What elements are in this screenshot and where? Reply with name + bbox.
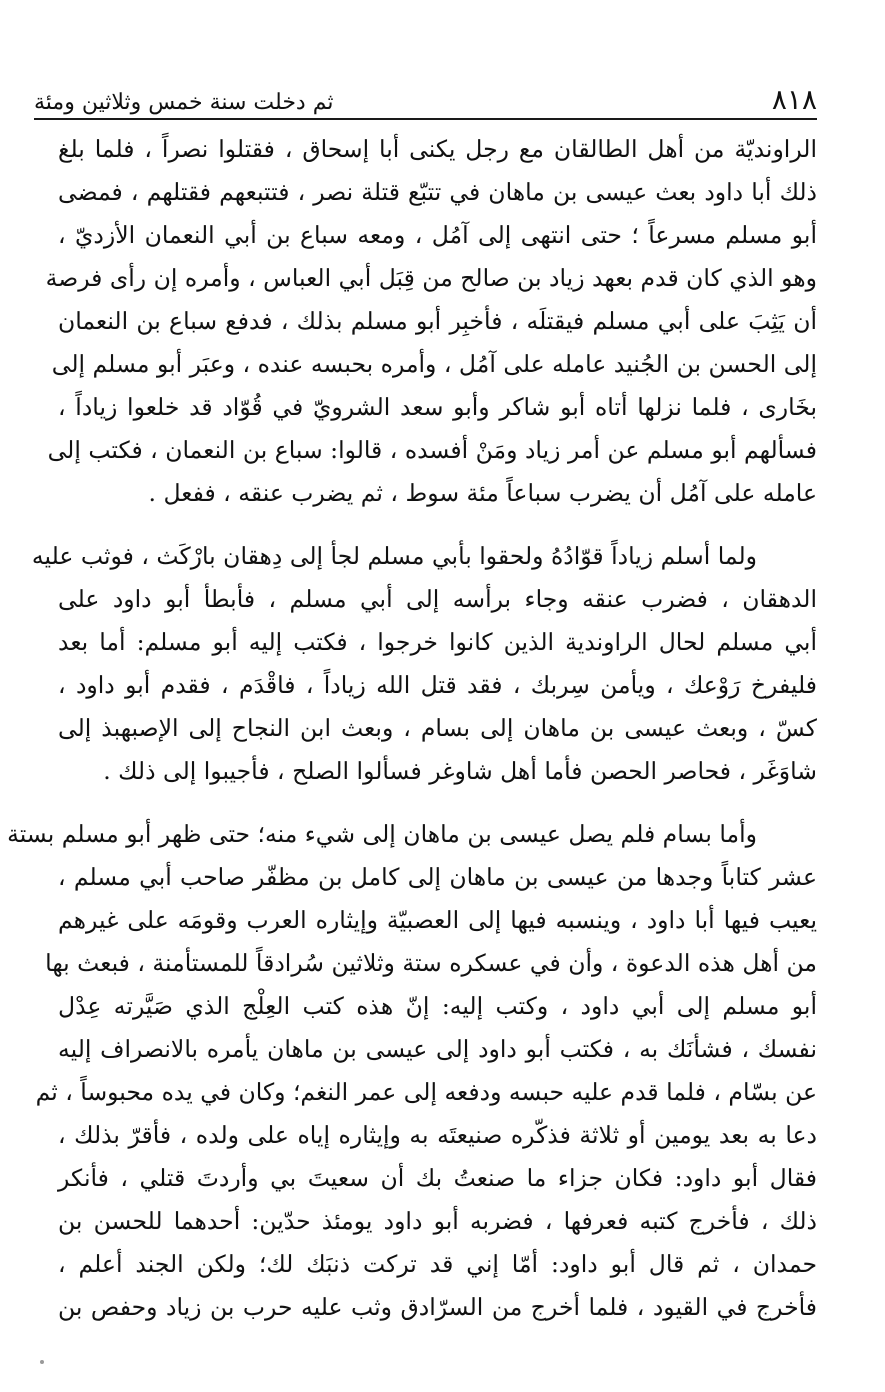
- paragraph-spacer: [58, 793, 817, 813]
- page-header: [34, 70, 817, 120]
- text-line: شاوَغَر ، فحاصر الحصن فأما أهل شاوغر فسألوا الصلح ، فأجيبوا إلى ذلك .: [103, 757, 817, 785]
- text-line: إلى الحسن بن الجُنيد عامله على آمُل ، وأمره بحبسه عنده ، وعبَر أبو مسلم إلى: [51, 350, 817, 378]
- running-title: ثم دخلت سنة خمس وثلاثين ومئة: [34, 90, 334, 115]
- body-text: [7, 128, 817, 1329]
- text-line: بخَارى ، فلما نزلها أتاه أبو شاكر وأبو سعد الشرويّ في قُوّاد قد خلعوا زياداً ،: [58, 393, 817, 421]
- text-line: الراونديّة من أهل الطالقان مع رجل يكنى أبا إسحاق ، فقتلوا نصراً ، فلما بلغ: [58, 135, 817, 163]
- text-line: يعيب فيها أبا داود ، وينسبه فيها إلى العصبيّة وإيثاره العرب وقومَه على غيرهم: [58, 906, 817, 934]
- text-line: دعا به بعد يومين أو ثلاثة فذكّره صنيعتَه به وإيثاره إياه على ولده ، فأقرّ بذلك ،: [58, 1121, 817, 1149]
- text-line: أبي مسلم لحال الراوندية الذين كانوا خرجوا ، فكتب إليه أبو مسلم: أما بعد: [58, 628, 817, 656]
- text-line: فقال أبو داود: فكان جزاء ما صنعتُ بك أن سعيتَ بي وأردتَ قتلي ، فأنكر: [58, 1164, 817, 1192]
- text-line: فسألهم أبو مسلم عن أمر زياد ومَنْ أفسده ، قالوا: سباع بن النعمان ، فكتب إلى: [47, 436, 817, 464]
- text-line: فأخرج في القيود ، فلما أخرج من السرّادق وثب عليه حرب بن زياد وحفص بن: [58, 1293, 817, 1321]
- scan-dot: [40, 1360, 44, 1364]
- page-number: ٨١٨: [771, 83, 817, 116]
- text-line: عشر كتاباً وجدها من عيسى بن ماهان إلى كامل بن مظفّر صاحب أبي مسلم ،: [58, 863, 817, 891]
- text-line: ولما أسلم زياداً قوّادُهُ ولحقوا بأبي مسلم لجأ إلى دِهقان بارْكَث ، فوثب عليه: [31, 542, 757, 570]
- text-line: من أهل هذه الدعوة ، وأن في عسكره ستة وثلاثين سُرادقاً للمستأمنة ، فبعث بها: [45, 949, 817, 977]
- paragraph: [45, 128, 817, 515]
- text-line: أن يَثِبَ على أبي مسلم فيقتلَه ، فأخبِر أبو مسلم بذلك ، فدفع سباع بن النعمان: [58, 307, 817, 335]
- text-line: أبو مسلم إلى أبي داود ، وكتب إليه: إنّ هذه كتب العِلْج الذي صَيَّرته عِدْل: [58, 992, 817, 1020]
- text-line: كسّ ، وبعث عيسى بن ماهان إلى بسام ، وبعث ابن النجاح إلى الإصبهبذ إلى: [58, 714, 817, 742]
- text-line: ذلك ، فأخرج كتبه فعرفها ، فضربه أبو داود يومئذ حدّين: أحدهما للحسن بن: [58, 1207, 817, 1235]
- text-line: ذلك أبا داود بعث عيسى بن ماهان في تتبّع قتلة نصر ، فتتبعهم فقتلهم ، فمضى: [58, 178, 817, 206]
- text-line: وأما بسام فلم يصل عيسى بن ماهان إلى شيء منه؛ حتى ظهر أبو مسلم بستة: [7, 820, 757, 848]
- text-line: عن بسّام ، فلما قدم عليه حبسه ودفعه إلى عمر النغم؛ وكان في يده محبوساً ، ثم: [35, 1078, 817, 1106]
- text-line: وهو الذي كان قدم بعهد زياد بن صالح من قِبَل أبي العباس ، وأمره إن رأى فرصة: [45, 264, 817, 292]
- text-line: أبو مسلم مسرعاً ؛ حتى انتهى إلى آمُل ، ومعه سباع بن أبي النعمان الأزديّ ،: [58, 221, 817, 249]
- text-line: نفسك ، فشأنَك به ، فكتب أبو داود إلى عيسى بن ماهان يأمره بالانصراف إليه: [58, 1035, 817, 1063]
- text-line: الدهقان ، فضرب عنقه وجاء برأسه إلى أبي مسلم ، فأبطأ أبو داود على: [58, 585, 817, 613]
- text-line: عامله على آمُل أن يضرب سباعاً مئة سوط ، ثم يضرب عنقه ، ففعل .: [148, 479, 817, 507]
- text-line: فليفرخ رَوْعك ، ويأمن سِربك ، فقد قتل الله زياداً ، فاقْدَم ، فقدم أبو داود ،: [58, 671, 817, 699]
- text-line: حمدان ، ثم قال أبو داود: أمّا إني قد تركت ذنبَك لك؛ ولكن الجند أعلم ،: [58, 1250, 817, 1278]
- paragraph: [7, 813, 817, 1329]
- paragraph: [31, 535, 817, 793]
- paragraph-spacer: [58, 515, 817, 535]
